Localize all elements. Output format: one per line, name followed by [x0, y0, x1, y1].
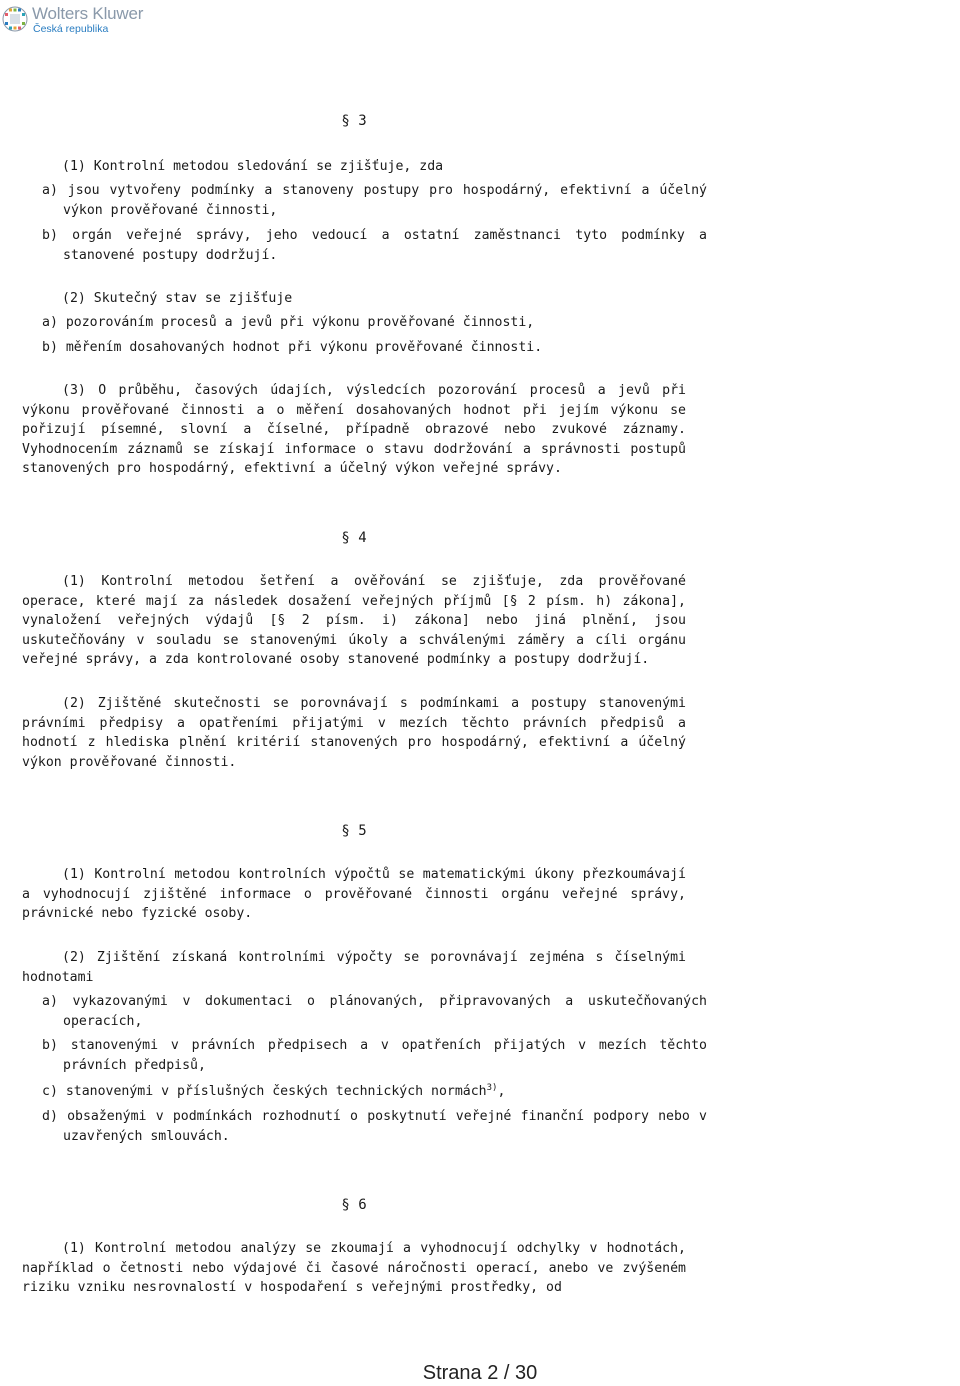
s3-p2-item-b: b) měřením dosahovaných hodnot při výkonu prověřované činnosti. [42, 340, 543, 355]
footnote-ref[interactable]: 3) [486, 1083, 498, 1093]
section-5-heading: § 5 [341, 823, 367, 839]
brand-region: Česká republika [33, 23, 109, 35]
s5-item-c-end: , [497, 1084, 506, 1099]
brand-name: Wolters Kluwer [32, 4, 144, 23]
s5-item-c [42, 1082, 707, 1102]
s5-item-c-text: c) stanovenými v příslušných českých technických normách [42, 1084, 487, 1099]
section-3-heading: § 3 [341, 113, 367, 129]
s3-item-b: b) orgán veřejné správy, jeho vedoucí a ostatní zaměstnanci tyto podmínky a stanovené postupy dodržují. [42, 228, 707, 263]
s5-item-d: d) obsaženými v podmínkách rozhodnutí o poskytnutí veřejné finanční podpory nebo v uzavřených smlouvách. [42, 1109, 707, 1144]
s6-paragraph-1: (1) Kontrolní metodou analýzy se zkoumají a vyhodnocují odchylky v hodnotách, například o četnosti nebo výdajové či časové náročnosti operací, anebo ve zvýšeném riziku vzniku nesrovnalostí v hospodaření s veřejnými prostředky, od [22, 1241, 686, 1295]
s3-paragraph-1: (1) Kontrolní metodou sledování se zjišťuje, zda [62, 159, 444, 174]
brand-logo [2, 2, 162, 36]
s3-item-a: a) jsou vytvořeny podmínky a stanoveny postupy pro hospodárný, efektivní a účelný výkon prověřované činnosti, [42, 183, 707, 218]
s3-p2-item-a: a) pozorováním procesů a jevů při výkonu prověřované činnosti, [42, 315, 535, 330]
s4-paragraph-2: (2) Zjištěné skutečnosti se porovnávají s podmínkami a postupy stanovenými právními předpisy a opatřeními přijatými v mezích těchto právních předpisů a hodnotí z hlediska plnění kritérií stanovených pro hospodárný, efektivní a účelný výkon prověřované činnosti. [22, 696, 686, 770]
s3-paragraph-3: (3) O průběhu, časových údajích, výsledcích pozorování procesů a jevů při výkonu prověřované činnosti a o měření dosahovaných hodnot při jejím výkonu se pořizují písemné, slovní a číselné, případně obrazové nebo zvukové záznamy. Vyhodnocením záznamů se získají informace o stavu dodržování a správnosti postupů stanovených pro hospodárný, efektivní a účelný výkon veřejné správy. [22, 383, 686, 476]
section-4-heading: § 4 [341, 530, 367, 546]
page-number: Strana 2 / 30 [422, 1362, 538, 1384]
s5-paragraph-2: (2) Zjištění získaná kontrolními výpočty se porovnávají zejména s číselnými hodnotami [22, 950, 686, 985]
s3-paragraph-2: (2) Skutečný stav se zjišťuje [62, 291, 293, 306]
section-6-heading: § 6 [341, 1197, 367, 1213]
s5-item-b: b) stanovenými v právních předpisech a v opatřeních přijatých v mezích těchto právních předpisů, [42, 1038, 707, 1073]
s5-paragraph-1: (1) Kontrolní metodou kontrolních výpočtů se matematickými úkony přezkoumávají a vyhodnocují zjištěné informace o prověřované činnosti orgánu veřejné správy, právnické nebo fyzické osoby. [22, 867, 686, 921]
s4-paragraph-1: (1) Kontrolní metodou šetření a ověřování se zjišťuje, zda prověřované operace, které mají za následek dosažení veřejných příjmů [§ 2 písm. h) zákona], vynaložení veřejných výdajů [§ 2 písm. i) zákona] nebo jiná plnění, jsou uskutečňovány v souladu se stanovenými úkoly a schválenými záměry a cíli orgánu veřejné správy, a zda kontrolované osoby stanovené podmínky a postupy dodržují. [22, 574, 686, 667]
wolters-kluwer-logo-icon [2, 6, 28, 32]
s5-item-a: a) vykazovanými v dokumentaci o plánovaných, připravovaných a uskutečňovaných operacích, [42, 994, 707, 1029]
